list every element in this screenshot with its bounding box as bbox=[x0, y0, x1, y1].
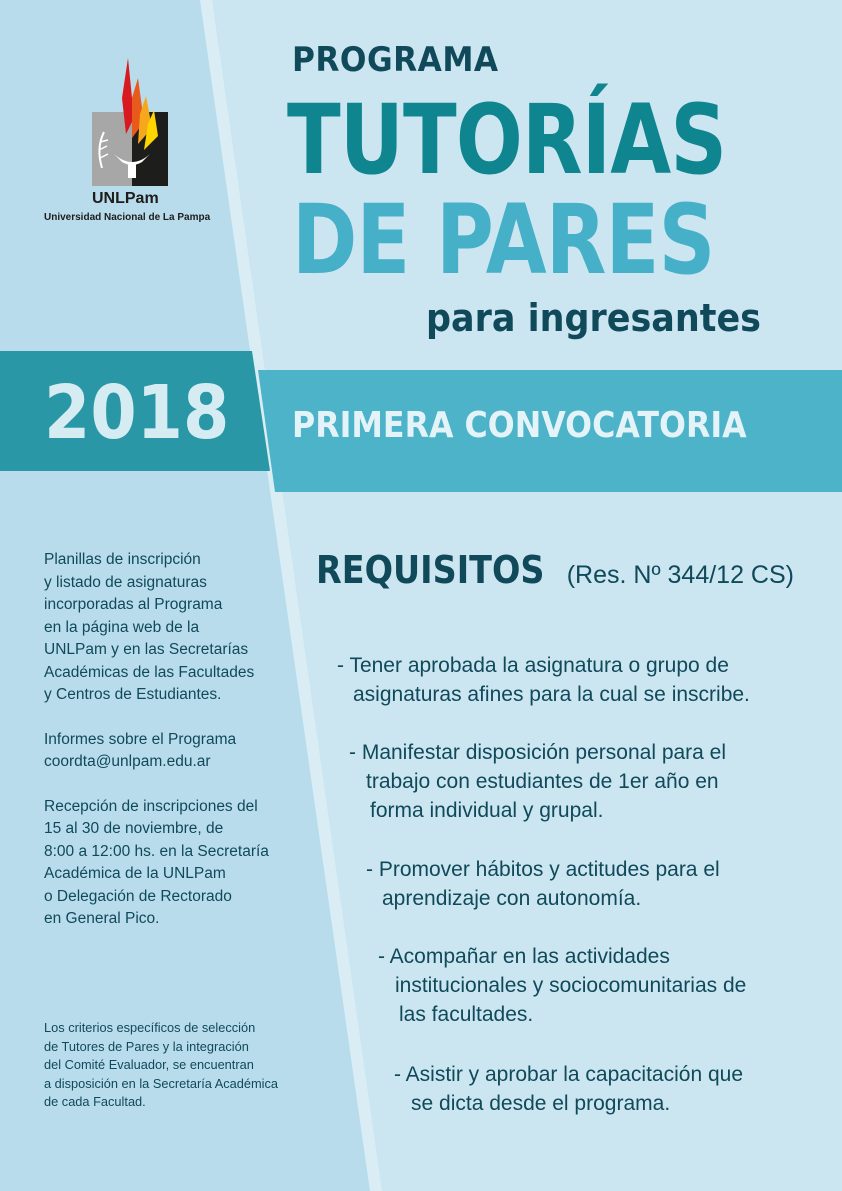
requisito-line: asignaturas afines para la cual se inscribe. bbox=[353, 683, 750, 706]
requisito-line: aprendizaje con autonomía. bbox=[382, 887, 642, 910]
title-de-pares: DE PARES bbox=[292, 184, 715, 296]
convocatoria-label: PRIMERA CONVOCATORIA bbox=[292, 405, 747, 446]
requisito-line: - Tener aprobada la asignatura o grupo de bbox=[337, 654, 729, 677]
requisito-item bbox=[366, 855, 720, 913]
requisito-line: institucionales y sociocomunitarias de bbox=[395, 974, 747, 997]
requisitos-heading bbox=[316, 548, 794, 592]
requisito-item bbox=[337, 651, 750, 709]
torch-flame-logo-icon bbox=[92, 58, 172, 188]
requisito-line: trabajo con estudiantes de 1er año en bbox=[366, 770, 719, 793]
requisito-line: se dicta desde el programa. bbox=[411, 1092, 671, 1115]
requisito-line: - Acompañar en las actividades bbox=[378, 945, 670, 968]
info-inscripcion: Planillas de inscripción y listado de asignaturas incorporadas al Programa en la página web de la UNLPam y en las Secretarías Académicas de las Facultades y Centros de Estudiantes. bbox=[44, 551, 255, 703]
title-programa: PROGRAMA bbox=[292, 40, 499, 80]
requisito-item bbox=[378, 942, 746, 1029]
info-informes: Informes sobre el Programa coordta@unlpam.edu.ar bbox=[44, 730, 237, 770]
criterios-note: Los criterios específicos de selección de Tutores de Pares y la integración del Comité Evaluador, se encuentran a disposición en la Secretaría Académica de cada Facultad. bbox=[44, 1020, 279, 1110]
left-info-text bbox=[44, 549, 289, 953]
requisito-line: las facultades. bbox=[399, 1003, 534, 1026]
info-recepcion: Recepción de inscripciones del 15 al 30 de noviembre, de 8:00 a 12:00 hs. en la Secretaría Académica de la UNLPam o Delegación de Rectorado en General Pico. bbox=[44, 797, 269, 927]
requisito-line: - Manifestar disposición personal para el bbox=[349, 741, 727, 764]
requisito-item bbox=[394, 1060, 743, 1118]
requisitos-resolution: (Res. Nº 344/12 CS) bbox=[566, 561, 794, 589]
title-tutorias: TUTORÍAS bbox=[287, 84, 727, 196]
requisito-line: - Asistir y aprobar la capacitación que bbox=[394, 1063, 744, 1086]
requisito-item bbox=[349, 738, 726, 825]
requisitos-title: REQUISITOS bbox=[316, 548, 545, 592]
logo-name: UNLPam bbox=[92, 190, 159, 207]
requisito-line: forma individual y grupal. bbox=[370, 799, 604, 822]
logo-subtitle: Universidad Nacional de La Pampa bbox=[44, 212, 211, 223]
requisito-line: - Promover hábitos y actitudes para el bbox=[366, 858, 720, 881]
title-para-ingresantes: para ingresantes bbox=[426, 296, 761, 340]
year-label: 2018 bbox=[44, 370, 230, 456]
